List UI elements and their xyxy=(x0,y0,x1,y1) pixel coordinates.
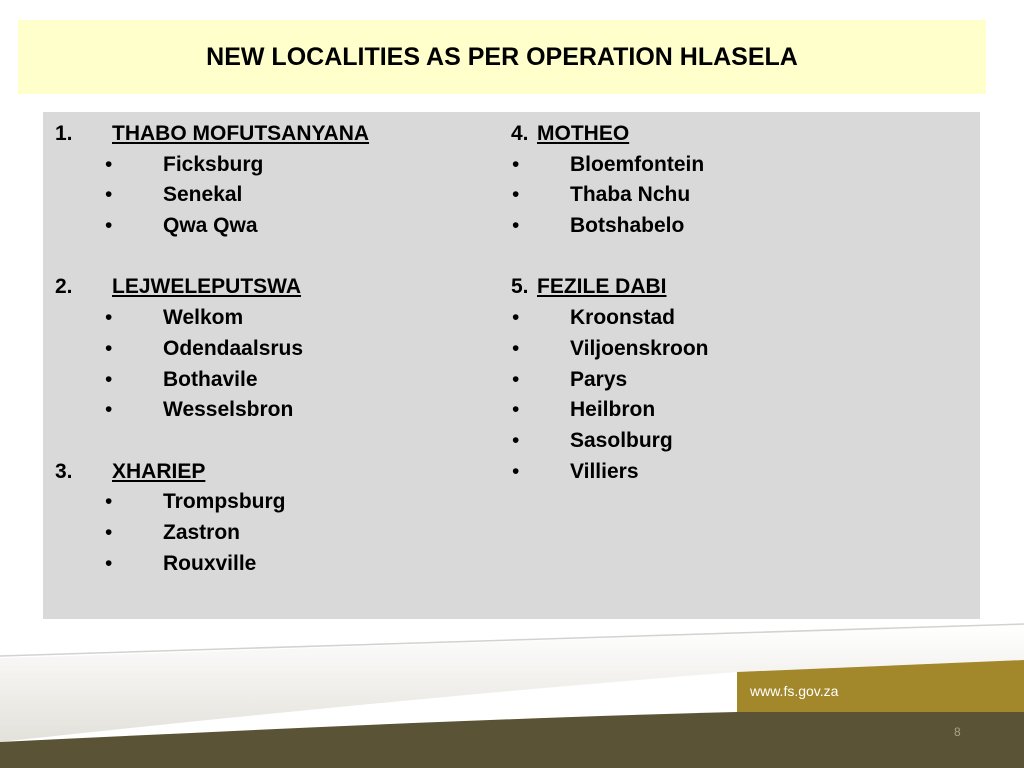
town-name: Heilbron xyxy=(570,398,656,422)
bullet: • xyxy=(512,367,520,391)
bullet: • xyxy=(512,306,520,330)
district-name: THABO MOFUTSANYANA xyxy=(112,122,370,145)
list-item xyxy=(511,426,931,457)
district-number: 4. xyxy=(511,122,529,145)
town-name: Botshabelo xyxy=(570,214,685,238)
list-item xyxy=(511,395,931,426)
list-item xyxy=(511,303,931,334)
bullet: • xyxy=(105,183,113,207)
district-section xyxy=(511,119,931,242)
bullet: • xyxy=(512,428,520,452)
list-item xyxy=(55,549,475,580)
district-name: LEJWELEPUTSWA xyxy=(112,275,302,299)
bullet: • xyxy=(512,459,520,483)
town-name: Kroonstad xyxy=(570,306,675,330)
list-item xyxy=(55,334,475,365)
list-item xyxy=(511,457,931,488)
right-column xyxy=(511,119,931,487)
bullet: • xyxy=(105,152,113,176)
district-section xyxy=(55,457,475,580)
list-item xyxy=(511,180,931,211)
district-number: 2. xyxy=(55,275,73,299)
town-name: Qwa Qwa xyxy=(163,214,258,238)
district-name: XHARIEP xyxy=(112,459,206,483)
list-item xyxy=(55,395,475,426)
district-heading xyxy=(55,457,475,488)
list-item xyxy=(55,180,475,211)
bullet: • xyxy=(105,336,113,360)
town-name: Viljoenskroon xyxy=(570,336,709,360)
list-item xyxy=(511,334,931,365)
district-heading xyxy=(511,119,931,150)
page-number: 8 xyxy=(954,725,961,739)
town-name: Welkom xyxy=(163,306,244,330)
list-item xyxy=(55,487,475,518)
town-name: Bloemfontein xyxy=(570,152,705,176)
bullet: • xyxy=(105,214,113,238)
bullet: • xyxy=(105,520,113,544)
bullet: • xyxy=(512,214,520,238)
bullet: • xyxy=(512,336,520,360)
district-section xyxy=(55,272,475,425)
list-item xyxy=(55,518,475,549)
district-heading xyxy=(511,272,931,303)
bullet: • xyxy=(512,398,520,422)
bullet: • xyxy=(512,183,520,207)
bullet: • xyxy=(105,367,113,391)
left-column xyxy=(55,119,475,579)
district-name: MOTHEO xyxy=(537,122,630,145)
list-item xyxy=(511,365,931,396)
footer-website-text: www.fs.gov.za xyxy=(750,683,839,699)
town-name: Villiers xyxy=(570,459,639,483)
town-name: Senekal xyxy=(163,183,243,207)
bullet: • xyxy=(512,152,520,176)
title-banner xyxy=(18,20,986,94)
town-name: Odendaalsrus xyxy=(163,336,304,360)
list-item xyxy=(55,211,475,242)
list-item xyxy=(55,365,475,396)
bullet: • xyxy=(105,551,113,575)
town-name: Wesselsbron xyxy=(163,398,294,422)
district-heading xyxy=(55,119,475,150)
district-name: FEZILE DABI xyxy=(537,275,667,299)
bullet: • xyxy=(105,398,113,422)
list-item xyxy=(511,211,931,242)
slide-title: NEW LOCALITIES AS PER OPERATION HLASELA xyxy=(206,42,798,71)
bullet: • xyxy=(105,306,113,330)
town-name: Rouxville xyxy=(163,551,257,575)
district-section xyxy=(55,119,475,242)
town-name: Bothavile xyxy=(163,367,258,391)
district-number: 3. xyxy=(55,459,73,483)
town-name: Trompsburg xyxy=(163,490,286,514)
district-section xyxy=(511,272,931,487)
town-name: Zastron xyxy=(163,520,241,544)
footer-decoration xyxy=(0,620,1024,768)
district-number: 1. xyxy=(55,122,73,145)
bullet: • xyxy=(105,490,113,514)
town-name: Thaba Nchu xyxy=(570,183,691,207)
list-item xyxy=(511,150,931,181)
district-number: 5. xyxy=(511,275,529,299)
list-item xyxy=(55,150,475,181)
district-heading xyxy=(55,272,475,303)
town-name: Sasolburg xyxy=(570,428,673,452)
town-name: Ficksburg xyxy=(163,152,264,176)
list-item xyxy=(55,303,475,334)
town-name: Parys xyxy=(570,367,628,391)
